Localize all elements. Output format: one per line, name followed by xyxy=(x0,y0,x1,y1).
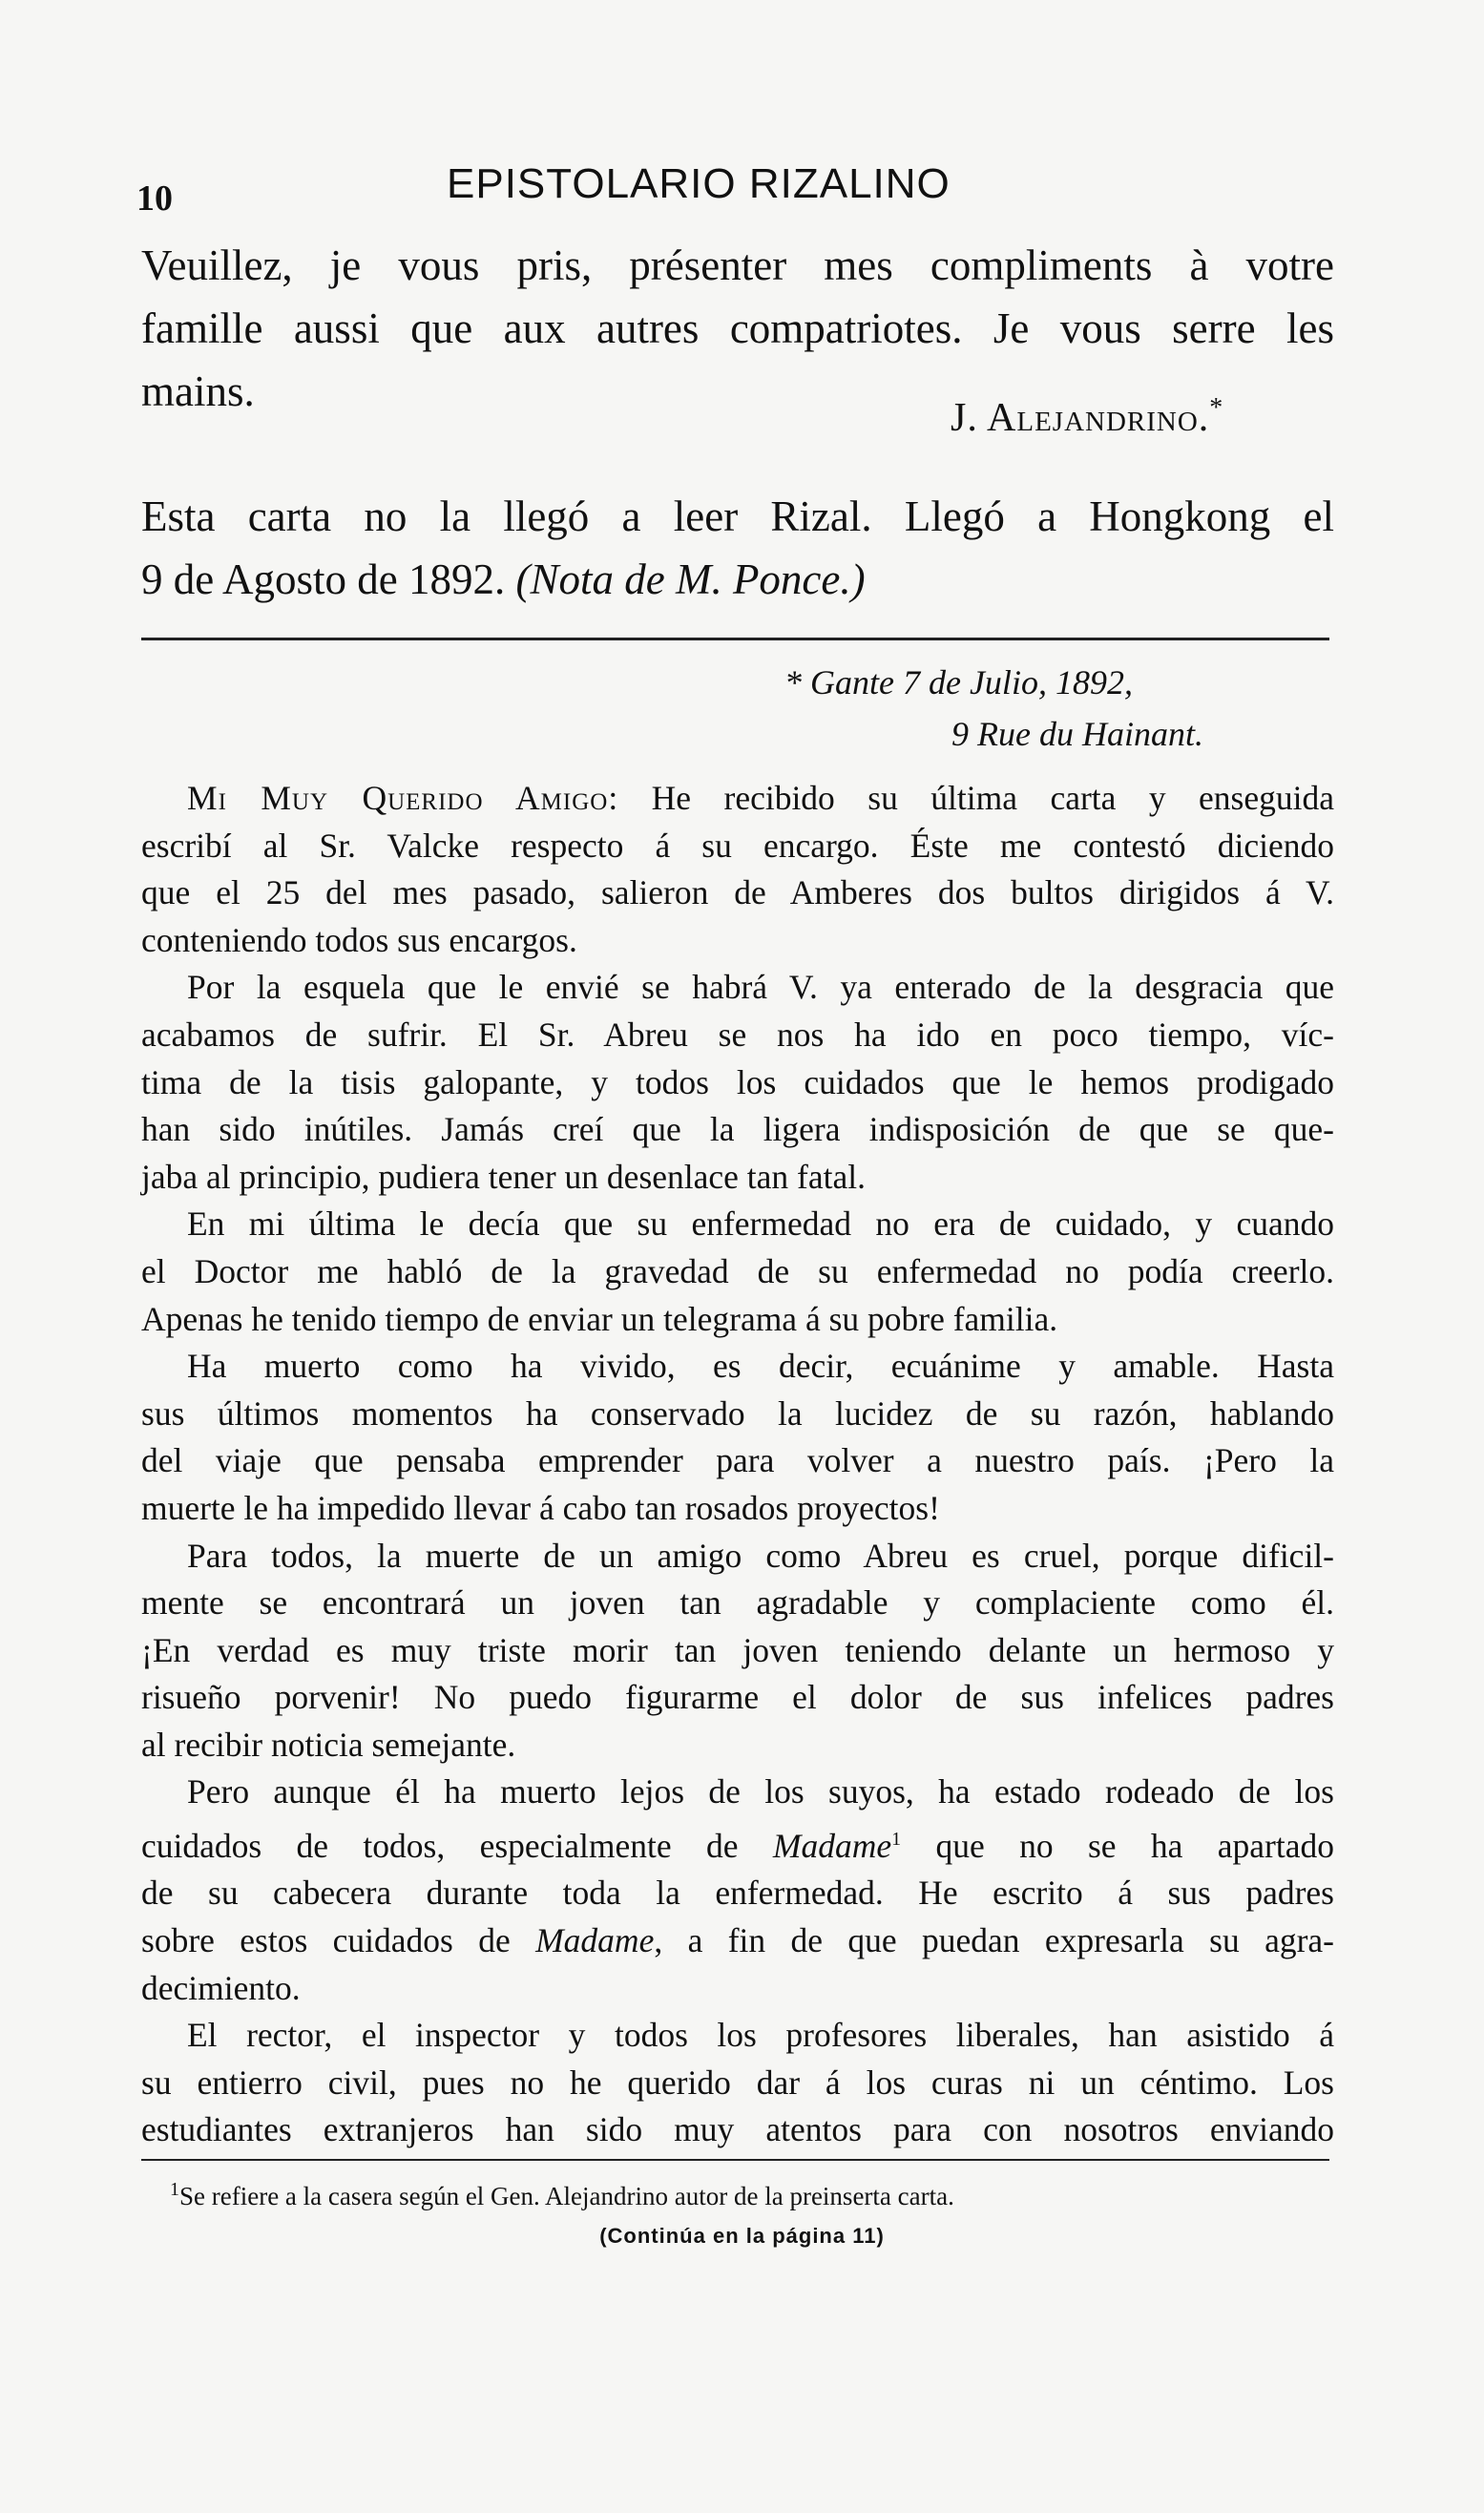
salutation: Mi Muy Querido Amigo: xyxy=(187,779,619,817)
paragraph-line: tima de la tisis galopante, y todos los cuidados que le hemos prodigado xyxy=(141,1062,1334,1101)
paragraph-line: decimiento. xyxy=(141,1968,301,2007)
editor-note-date: 9 de Agosto de 1892. xyxy=(141,555,516,603)
signature-name: J. Alejandrino. xyxy=(951,396,1210,440)
footnote-marker: 1 xyxy=(170,2179,179,2200)
paragraph-line: estudiantes extranjeros han sido muy atentos para con nosotros enviando xyxy=(141,2110,1334,2149)
paragraph-line: Apenas he tenido tiempo de enviar un telegrama á su pobre familia. xyxy=(141,1299,1058,1338)
paragraph-line: Pero aunque él ha muerto lejos de los suyos, ha estado rodeado de los xyxy=(187,1772,1334,1811)
madame-italic: Madame xyxy=(535,1921,655,1960)
signature xyxy=(951,393,1223,441)
paragraph-line: su entierro civil, pues no he querido dar á los curas ni un céntimo. Los xyxy=(141,2063,1334,2102)
paragraph-line: muerte le ha impedido llevar á cabo tan rosados proyectos! xyxy=(141,1488,940,1527)
signature-asterisk: * xyxy=(1209,393,1224,423)
paragraph-line: escribí al Sr. Valcke respecto á su encargo. Éste me contestó diciendo xyxy=(141,826,1334,865)
dateline xyxy=(784,657,1319,760)
paragraph-line: han sido inútiles. Jamás creí que la ligera indisposición de que se que- xyxy=(141,1110,1334,1149)
editor-note-line xyxy=(141,548,1334,611)
paragraph-line: jaba al principio, pudiera tener un desenlace tan fatal. xyxy=(141,1157,866,1196)
closing-line: famille aussi que aux autres compatriotes. Je vous serre les xyxy=(141,304,1334,352)
paragraph-line: conteniendo todos sus encargos. xyxy=(141,920,577,959)
paragraph-line: de su cabecera durante toda la enfermedad. He escrito á sus padres xyxy=(141,1874,1334,1913)
page-number: 10 xyxy=(136,178,173,219)
paragraph-line: Ha muerto como ha vivido, es decir, ecuánime y amable. Hasta xyxy=(187,1347,1334,1386)
closing-line: Veuillez, je vous pris, présenter mes compliments à votre xyxy=(141,241,1334,289)
madame-italic: Madame xyxy=(772,1826,892,1865)
footnote-divider xyxy=(141,2159,1329,2161)
editor-note-credit: (Nota de M. Ponce.) xyxy=(515,555,866,603)
paragraph-line: el Doctor me habló de la gravedad de su enfermedad no podía creerlo. xyxy=(141,1251,1334,1290)
letter-body xyxy=(141,775,1334,2154)
dateline-address: 9 Rue du Hainant. xyxy=(951,715,1203,753)
footnote xyxy=(170,2170,1315,2215)
paragraph-line: En mi última le decía que su enfermedad no era de cuidado, y cuando xyxy=(187,1204,1334,1244)
paragraph-line: risueño porvenir! No puedo figurarme el dolor de sus infelices padres xyxy=(141,1678,1334,1717)
editor-note xyxy=(141,485,1334,611)
running-head: EPISTOLARIO RIZALINO xyxy=(447,160,951,207)
paragraph-line: acabamos de sufrir. El Sr. Abreu se nos ha ido en poco tiempo, víc- xyxy=(141,1015,1334,1054)
paragraph-line: que el 25 del mes pasado, salieron de Amberes dos bultos dirigidos á V. xyxy=(141,873,1334,912)
continued-note: (Continúa en la página 11) xyxy=(599,2224,885,2248)
paragraph-line: mente se encontrará un joven tan agradable y complaciente como él. xyxy=(141,1583,1334,1623)
paragraph-line: Por la esquela que le envié se habrá V. ya enterado de la desgracia que xyxy=(187,968,1334,1007)
paragraph-line: sobre estos cuidados de Madame, a fin de que puedan expresarla su agra- xyxy=(141,1921,1335,1960)
section-divider xyxy=(141,638,1329,640)
paragraph-line: Mi Muy Querido Amigo: He recibido su última carta y enseguida xyxy=(187,779,1334,817)
footnote-text: Se refiere a la casera según el Gen. Alejandrino autor de la preinserta carta. xyxy=(179,2182,954,2210)
footnote-ref: 1 xyxy=(891,1829,902,1851)
editor-note-line: Esta carta no la llegó a leer Rizal. Llegó a Hongkong el xyxy=(141,492,1334,540)
paragraph-line: ¡En verdad es muy triste morir tan joven teniendo delante un hermoso y xyxy=(141,1630,1334,1669)
dateline-date: * Gante 7 de Julio, 1892, xyxy=(784,663,1133,702)
paragraph-line: sus últimos momentos ha conservado la lucidez de su razón, hablando xyxy=(141,1393,1334,1433)
paragraph-line: del viaje que pensaba emprender para volver a nuestro país. ¡Pero la xyxy=(141,1441,1334,1480)
closing-line: mains. xyxy=(141,367,255,415)
paragraph-line: Para todos, la muerte de un amigo como Abreu es cruel, porque dificil- xyxy=(187,1536,1334,1575)
paragraph-line: al recibir noticia semejante. xyxy=(141,1725,516,1764)
paragraph-line: cuidados de todos, especialmente de Madame$^1$ que no se ha apartado xyxy=(141,1826,1334,1865)
paragraph-line: El rector, el inspector y todos los profesores liberales, han asistido á xyxy=(187,2016,1334,2055)
